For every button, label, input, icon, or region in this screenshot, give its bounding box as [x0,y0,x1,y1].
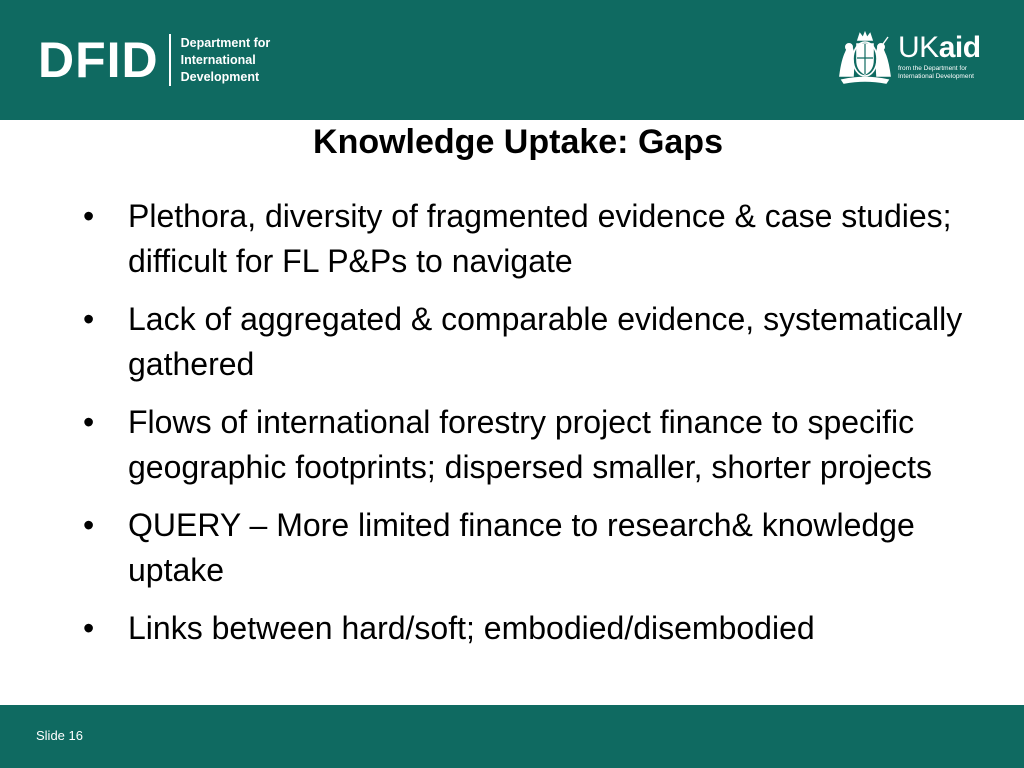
ukaid-uk: UK [898,31,939,64]
header-band [0,0,1024,120]
ukaid-logo [836,30,981,84]
slide-title: Knowledge Uptake: Gaps [313,123,723,161]
bullet-text: QUERY – More limited finance to research& knowledge uptake [128,507,915,588]
bullet-item [0,503,1024,593]
bullet-text: Flows of international forestry project finance to specific geographic footprints; dispersed smaller, shorter projects [128,404,932,485]
bullet-item [0,194,1024,284]
bullet-text: Links between hard/soft; embodied/disembodied [128,610,815,646]
ukaid-tagline [898,65,981,81]
bullet-text: Lack of aggregated & comparable evidence, systematically gathered [128,301,963,382]
dfid-department-name [181,35,271,86]
bullet-glyph: • [83,610,95,646]
ukaid-wordmark [898,33,981,63]
bullet-list [0,194,1024,664]
slide-number: Slide 16 [36,728,83,743]
dfid-wordmark: DFID [38,32,159,88]
ukaid-tagline-line-2: International Development [898,73,974,80]
dfid-line-2: International [180,52,256,67]
bullet-item [0,606,1024,651]
bullet-glyph: • [83,507,95,543]
bullet-glyph: • [83,404,95,440]
ukaid-aid: aid [938,31,981,64]
bullet-text: Plethora, diversity of fragmented evidence & case studies; difficult for FL P&Ps to navigate [128,198,952,279]
footer-band [0,705,1024,768]
dfid-logo [38,34,270,86]
logo-divider [169,34,171,86]
dfid-line-1: Department for [180,35,271,50]
bullet-glyph: • [83,301,95,337]
bullet-glyph: • [83,198,95,234]
royal-coat-of-arms-icon [836,30,894,84]
ukaid-tagline-line-1: from the Department for [898,65,967,72]
bullet-item [0,400,1024,490]
ukaid-text [898,33,981,81]
dfid-line-3: Development [180,69,260,84]
bullet-item [0,297,1024,387]
